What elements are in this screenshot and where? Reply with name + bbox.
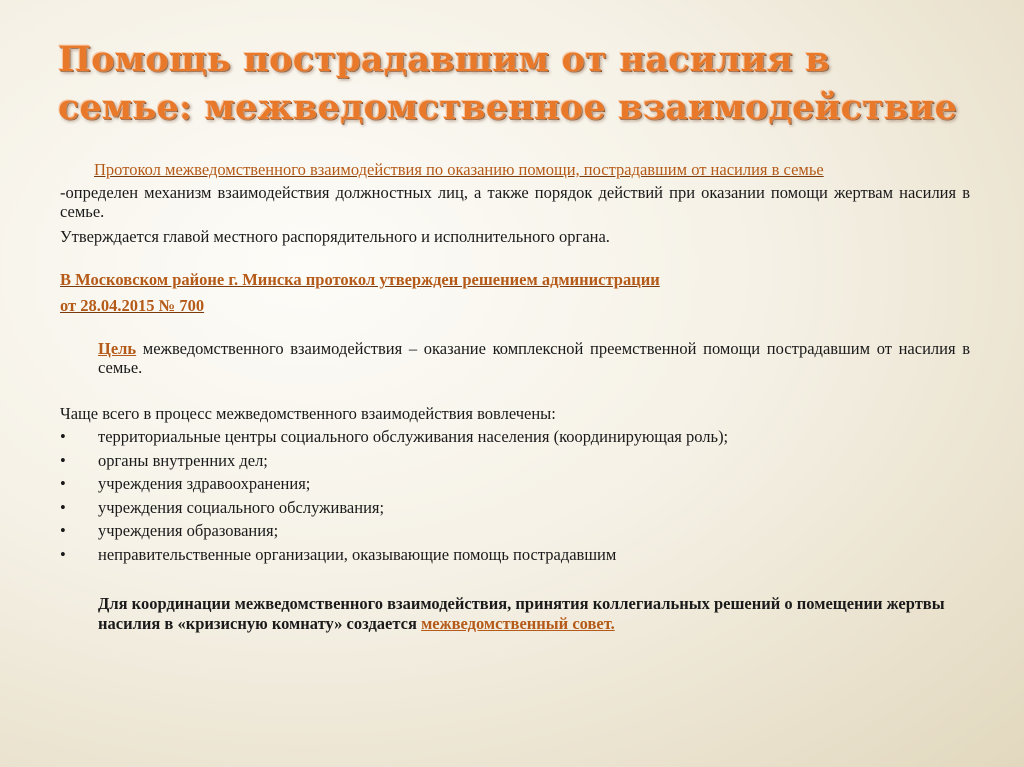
list-item bbox=[60, 449, 970, 473]
list-item-text: органы внутренних дел; bbox=[98, 450, 268, 470]
approval-text: Утверждается главой местного распорядительного и исполнительного органа. bbox=[60, 227, 610, 246]
list-item bbox=[60, 519, 970, 543]
protocol-paragraph bbox=[60, 160, 970, 179]
participants-intro: Чаще всего в процесс межведомственного взаимодействия вовлечены: bbox=[60, 404, 556, 423]
coordination-text: Для координации межведомственного взаимодействия, принятия коллегиальных решений о помещении жертвы насилия в «кризисную комнату» создается bbox=[98, 594, 945, 633]
moscow-decision-line-1[interactable]: В Московском районе г. Минска протокол утвержден решением администрации bbox=[60, 270, 660, 289]
coordination-paragraph bbox=[98, 594, 970, 634]
bullet-icon: • bbox=[60, 474, 66, 493]
list-item-text: неправительственные организации, оказывающие помощь пострадавшим bbox=[98, 544, 617, 564]
slide-title-line-1: Помощь пострадавшим от насилия в bbox=[58, 39, 830, 80]
council-link[interactable]: межведомственный совет. bbox=[421, 614, 615, 633]
list-item bbox=[60, 425, 970, 449]
bullet-icon: • bbox=[60, 427, 66, 446]
goal-text: межведомственного взаимодействия – оказание комплексной преемственной помощи пострадавшим от насилия в семье. bbox=[98, 339, 970, 377]
mechanism-text: -определен механизм взаимодействия должностных лиц, а также порядок действий при оказании помощи жертвам насилия в семье. bbox=[60, 183, 970, 221]
goal-link[interactable]: Цель bbox=[98, 339, 137, 358]
bullet-icon: • bbox=[60, 450, 66, 470]
bullet-icon: • bbox=[60, 497, 66, 517]
protocol-link[interactable]: Протокол межведомственного взаимодействия по оказанию помощи, пострадавшим от насилия в семье bbox=[94, 160, 824, 179]
moscow-decision-line-2[interactable]: от 28.04.2015 № 700 bbox=[60, 296, 205, 315]
bullet-icon: • bbox=[60, 521, 66, 540]
list-item bbox=[60, 543, 970, 567]
list-item-text: территориальные центры социального обслуживания населения (координирующая роль); bbox=[98, 427, 729, 446]
slide-body bbox=[60, 160, 970, 634]
goal-paragraph bbox=[98, 339, 970, 377]
list-item-text: учреждения социального обслуживания; bbox=[98, 497, 385, 517]
slide-title-line-2: семье: межведомственное взаимодействие bbox=[58, 87, 958, 128]
list-item bbox=[60, 472, 970, 496]
slide-title bbox=[58, 36, 998, 132]
list-item-text: учреждения образования; bbox=[98, 521, 279, 540]
participants-list bbox=[60, 425, 970, 566]
list-item bbox=[60, 496, 970, 520]
list-item-text: учреждения здравоохранения; bbox=[98, 474, 311, 493]
bullet-icon: • bbox=[60, 544, 66, 564]
